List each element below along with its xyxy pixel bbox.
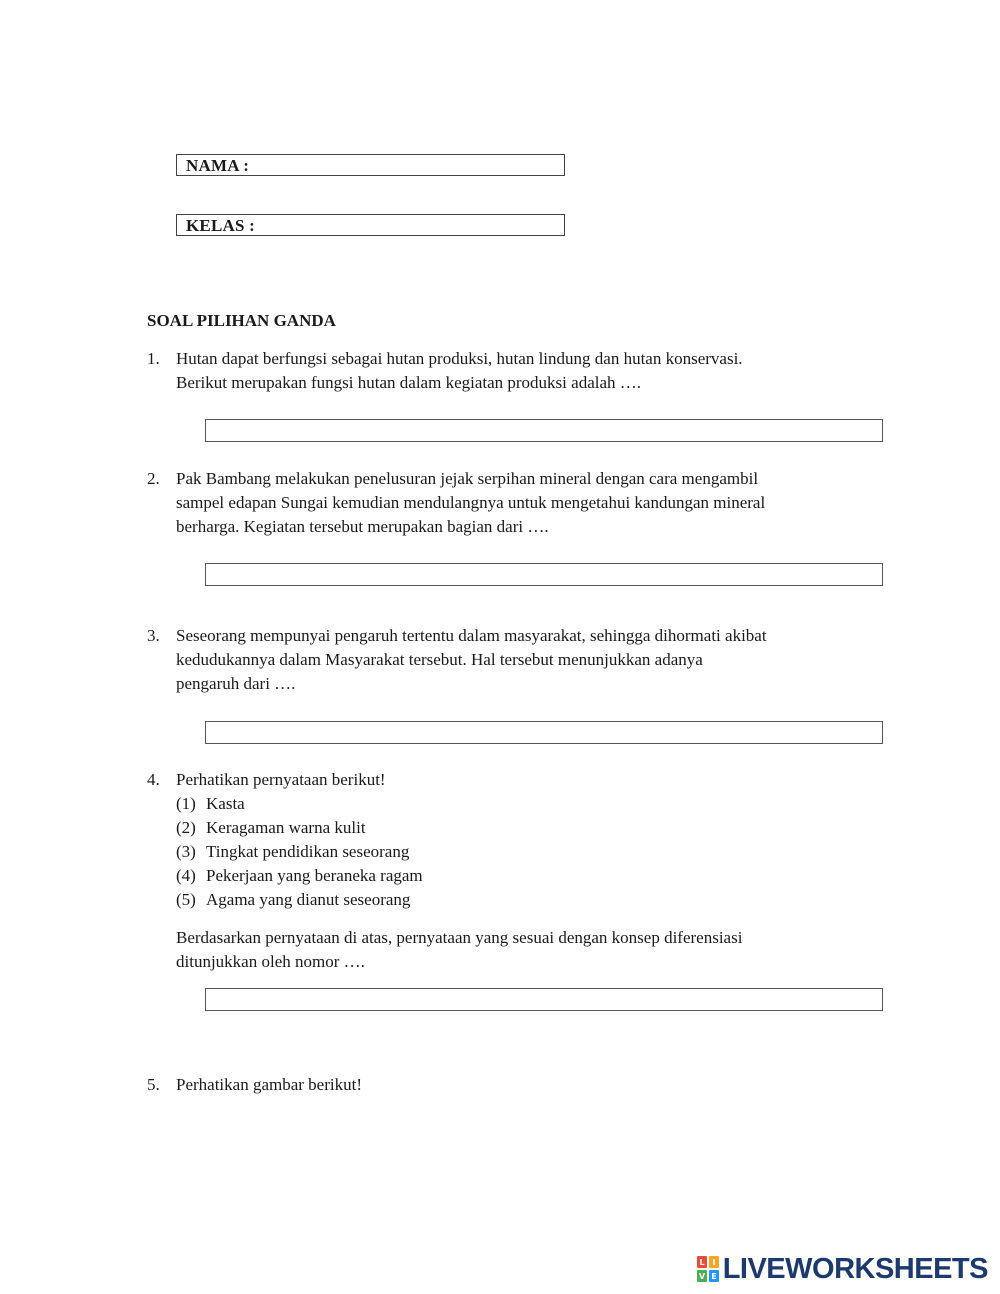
logo-text: LIVEWORKSHEETS bbox=[722, 1252, 988, 1285]
question-2-number: 2. bbox=[147, 469, 160, 488]
name-field[interactable] bbox=[176, 154, 565, 176]
class-label: KELAS : bbox=[186, 216, 255, 235]
section-title: SOAL PILIHAN GANDA bbox=[147, 311, 336, 330]
option-1 bbox=[176, 792, 245, 816]
question-2-line-2: sampel edapan Sungai kemudian mendulangnya untuk mengetahui kandungan mineral bbox=[176, 493, 766, 512]
question-4-followup-line-2: ditunjukkan oleh nomor …. bbox=[176, 952, 365, 971]
option-3-number: (3) bbox=[176, 842, 196, 861]
option-4-number: (4) bbox=[176, 866, 196, 885]
svg-text:V: V bbox=[698, 1272, 705, 1281]
question-2-line-1: Pak Bambang melakukan penelusuran jejak serpihan mineral dengan cara mengambil bbox=[176, 469, 759, 488]
answer-input-4[interactable] bbox=[205, 988, 883, 1011]
question-4-followup bbox=[176, 926, 896, 974]
option-2-number: (2) bbox=[176, 818, 196, 837]
question-1-number: 1. bbox=[147, 349, 160, 368]
question-3-number: 3. bbox=[147, 626, 160, 645]
question-3-line-1: Seseorang mempunyai pengaruh tertentu dalam masyarakat, sehingga dihormati akibat bbox=[176, 626, 767, 645]
question-1-line-1: Hutan dapat berfungsi sebagai hutan produksi, hutan lindung dan hutan konservasi. bbox=[176, 349, 743, 368]
question-3-line-3: pengaruh dari …. bbox=[176, 674, 296, 693]
question-3-line-2: kedudukannya dalam Masyarakat tersebut. Hal tersebut menunjukkan adanya bbox=[176, 650, 703, 669]
question-5-number: 5. bbox=[147, 1075, 160, 1094]
question-5-text: Perhatikan gambar berikut! bbox=[176, 1075, 362, 1094]
question-1-text bbox=[176, 347, 896, 395]
option-5-number: (5) bbox=[176, 890, 196, 909]
question-4-text: Perhatikan pernyataan berikut! bbox=[176, 770, 386, 789]
question-3-text bbox=[176, 624, 896, 696]
question-2-text bbox=[176, 467, 896, 539]
option-4-text: Pekerjaan yang beraneka ragam bbox=[206, 866, 423, 885]
option-4 bbox=[176, 864, 423, 888]
option-5-text: Agama yang dianut seseorang bbox=[206, 890, 411, 909]
liveworksheets-logo bbox=[697, 1251, 988, 1287]
question-4-number: 4. bbox=[147, 770, 160, 789]
question-2-line-3: berharga. Kegiatan tersebut merupakan bagian dari …. bbox=[176, 517, 549, 536]
svg-text:I: I bbox=[712, 1258, 716, 1267]
question-4-followup-line-1: Berdasarkan pernyataan di atas, pernyataan yang sesuai dengan konsep diferensiasi bbox=[176, 928, 743, 947]
class-field[interactable] bbox=[176, 214, 565, 236]
option-1-text: Kasta bbox=[206, 794, 245, 813]
option-5 bbox=[176, 888, 410, 912]
answer-input-3[interactable] bbox=[205, 721, 883, 744]
svg-text:E: E bbox=[710, 1272, 717, 1281]
svg-text:L: L bbox=[699, 1258, 705, 1267]
option-2-text: Keragaman warna kulit bbox=[206, 818, 366, 837]
option-1-number: (1) bbox=[176, 794, 196, 813]
question-1-line-2: Berikut merupakan fungsi hutan dalam kegiatan produksi adalah …. bbox=[176, 373, 642, 392]
option-3-text: Tingkat pendidikan seseorang bbox=[206, 842, 410, 861]
logo-cubes-icon bbox=[697, 1256, 719, 1282]
answer-input-1[interactable] bbox=[205, 419, 883, 442]
name-label: NAMA : bbox=[186, 156, 250, 175]
answer-input-2[interactable] bbox=[205, 563, 883, 586]
option-3 bbox=[176, 840, 409, 864]
option-2 bbox=[176, 816, 366, 840]
